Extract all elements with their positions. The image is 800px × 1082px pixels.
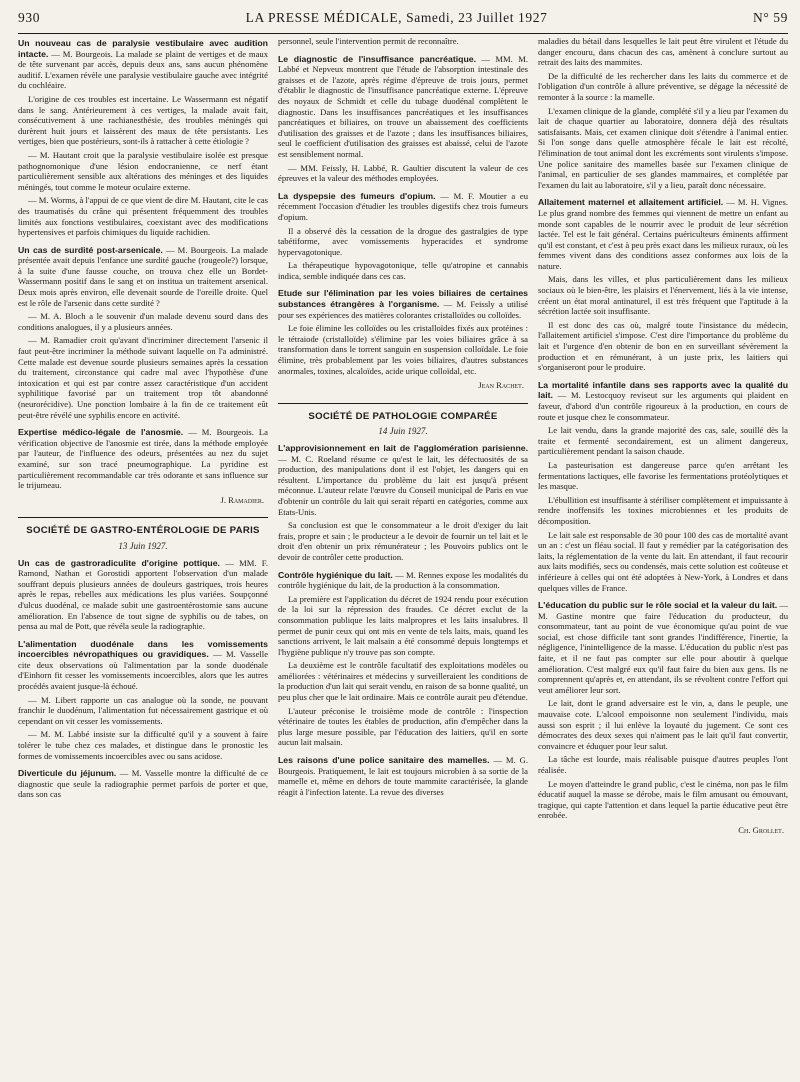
column-3 [538,36,788,1076]
paragraph: Le lait sale est responsable de 30 pour 100 des cas de mortalité avant un an : c'est un fléau social. Il faut y remédier par la catégorisation des laits, la réglementation de la vente du lait. En attendant, il faut recourir aux laits modifiés, secs ou condensés, mais cette solution est coûteuse et inférieure à celles qui ont été adoptées à New-York, à Londres et dans quelques villes de France. [538,529,788,593]
paragraph: Le lait, dont le grand adversaire est le vin, a, dans le peuple, une mauvaise cote. L'alcool empoisonne non seulement l'individu, mais aussi son esprit ; il lui enlève la loyauté du jugement. Ce sont ces démocrates des deux sexes qui n'aiment pas le lait qu'il faut convertir, convaincre et éduquer pour leur salut. [538,698,788,751]
article-heading: Le diagnostic de l'insuffisance pancréatique. [278,53,476,64]
paragraph: Mais, dans les villes, et plus particulièrement dans les milieux sociaux où le bien-être, les plaisirs et l'énervement, liés à la vie intense, créent un état moral antinaturel, il est très fréquent que l'aptitude à la sécrétion lactée soit insuffisante. [538,274,788,317]
article-deafness [18,245,268,421]
article-opium [278,191,528,282]
article-public-education [538,600,788,821]
paragraph: — M. A. Bloch a le souvenir d'un malade devenu sourd dans des conditions analogues, il y a plusieurs années. [18,311,268,332]
article-milk-hygiene [278,570,528,749]
paragraph: Sa conclusion est que le consommateur a le droit d'exiger du lait frais, propre et sain ; le producteur a le devoir de fournir un tel lait et le droit d'en obtenir un prix rémunérateur ; les Pouvoirs publics ont le devoir de contrôler cette production. [278,520,528,562]
paragraph: — M. Libert rapporte un cas analogue où la sonde, ne pouvant franchir le duodénum, l'alimentation fut nécessairement gastrique et où cependant on vit cesser les vomissements. [18,694,268,726]
paragraph: — M. Bourgeois. La malade se plaint de vertiges et de maux de tête survenant par accès, depuis deux ans, sans aucun phénomène auditif. L'examen révèle une paralysie vestibulaire gauche avec intégrité du cochléaire. [18,48,268,91]
issue-number: N° 59 [752,10,788,25]
session-date: 13 Juin 1927. [118,540,168,551]
paragraph: L'auteur préconise le troisième mode de contrôle : l'inspection vétérinaire de toutes les étables de production, afin d'empêcher dans la plus large mesure possible, par l'éducation des laitiers, qu'il en sorte aucun lait malsain. [278,705,528,748]
society-heading: SOCIÉTÉ DE GASTRO-ENTÉROLOGIE DE PARIS [18,517,268,537]
paragraph: — M. F. Moutier a eu récemment l'occasion d'étudier les troubles digestifs chez trois fumeurs d'opium. [278,190,528,222]
paragraph: — M. Vasselle cite deux observations où l'alimentation par la sonde duodénale d'Einhorn fit cesser les vomissements incoercibles, alors que les autres procédés avaient jusque-là échoué. [18,649,268,692]
article-gastroradiculitis [18,558,268,632]
paragraph: — M. Hautant croit que la paralysie vestibulaire isolée est presque pathognomonique d'une lésion endocranienne, ce nerf étant particulièrement sensible aux altérations des méninges et des liquides méningés, tout comme le moteur oculaire externe. [18,149,268,192]
paragraph: — M. Bourgeois. La vérification objective de l'anosmie est tirée, dans la méthode employée par l'auteur, de l'influence des odeurs, présentées au nez du sujet examiné, sur son tracé pneumographique. La pyridine est particulièrement recommandable car très odorante et sans influence sur le trijumeau. [18,427,268,491]
paragraph: personnel, seule l'intervention permit de reconnaître. [278,36,459,46]
paragraph: — M. Lestocquoy reviseut sur les arguments qui plaident en faveur, d'abord d'un contrôle rigoureux à la production, en cours de route et jusque chez le consommateur. [538,390,788,422]
signature: J. Ramadier. [220,494,264,505]
paragraph: — MM. Feissly, H. Labbé, R. Gaultier discutent la valeur de ces épreuves et la valeur des méthodes employées. [278,162,528,184]
signature: Jean Rachet. [478,380,524,391]
article-vestibular [18,38,268,238]
article-heading: Contrôle hygiénique du lait. [278,569,393,580]
paragraph: La thérapeutique hypovagotonique, telle qu'atropine et cannabis indica, semble indiquée dans ces cas. [278,260,528,281]
paragraph: La première est l'application du décret de 1924 rendu pour exécution de la loi sur la répression des fraudes. Ce décret exclut de la consommation publique les laits malpropres et les laits insalubres. Il permet de punir ceux qui ont mis en vente de tels laits, mais, quand les sanctions arrivent, le lait malsain a été consommé depuis longtemps et l'hygiène publique n'y trouve pas son compte. [278,593,528,657]
article-jejunum [18,768,268,800]
column-1 [18,36,268,1076]
paragraph: — MM. M. Labbé et Nepveux montrent que l'étude de l'absorption intestinale des graisses et de l'azote, après régime d'épreuve de trois jours, permet d'établir le diagnostic de l'insuffisance pancréatique externe. L'épreuve des noyaux de Schmidt et celle du tubage duodénal complètent le diagnostic. Dans les insuffisances pancréatiques et les insuffisances pancréatiques et biliaires, on trouve un abaissement des coefficients d'utilisation des graisses et de l'azote ; dans les insuffisances biliaires, seul le coefficient d'utilisation des graisses est abaissé, celui de l'azote est sensiblement normal. [278,53,528,159]
article-heading: Allaitement maternel et allaitement artificiel. [538,197,724,208]
journal-title: LA PRESSE MÉDICALE, Samedi, 23 Juillet 1927 [245,10,548,25]
paragraph: Il est donc des cas où, malgré toute l'insistance du médecin, l'allaitement artificiel s'impose. C'est dire l'importance du problème du lait et l'urgence d'en obtenir de bon en en surveillant sévèrement la production et en rémunérant, à un juste prix, les laitiers qui s'organiseront pour le produire. [538,319,788,373]
article-duodenal-feeding [18,639,268,762]
article-heading: L'éducation du public sur le rôle social et la valeur du lait. [538,600,778,611]
paragraph: — M. C. Roeland résume ce qu'est le lait, les défectuosités de sa production, des manipulations dont il est l'objet, les dangers qui en résultent. L'importance du problème du lait est jusqu'à présent méconnue. L'auteur relate l'œuvre du Conseil municipal de Paris en vue d'obtenir un contrôle du lait qui serait réparti en catégories, comme aux Etats-Unis. [278,453,528,517]
paragraph: — M. M. Labbé insiste sur la difficulté qu'il y a souvent à faire tolérer le tube chez ces malades, et distingue dans le pronostic les formes de vomissements incoercibles avec ou sans acidose. [18,729,268,761]
paragraph: L'origine de ces troubles est incertaine. Le Wassermann est négatif dans le sang. Antérieurement à ces vertiges, la malade avait fait, consécutivement à une rachianesthésie, des troubles méningés qui durèrent huit jours et laissèrent des maux de tête persistants. Les vertiges, bien que postérieurs, sont-ils à rattacher à cette étiologie ? [18,93,268,147]
paragraph: La deuxième est le contrôle facultatif des exploitations modèles ou améliorées : vétérinaires et médecins y surveilleraient les conditions de la production d'un lait qui serait vendu, en raison de sa bonne qualité, un peu plus cher que le lait ordinaire. Mais ce contrôle aurait peu d'étendue. [278,660,528,703]
article-heading: La mortalité infantile dans ses rapports avec la qualité du lait. [538,379,788,401]
columns [18,36,788,1076]
paragraph: L'examen clinique de la glande, complété s'il y a lieu par l'examen du lait de chaque quartier au laboratoire, donnera déjà des résultats satisfaisants. Mais, cet examen clinique doit s'étendre à l'animal entier. Si l'on songe dans quelle atmosphère fécale le lait est récolté, l'élimination de tout animal dont les excréments sont virulents s'impose. Une police sanitaire des mamelles basée sur l'examen clinique de l'animal, en particulier de ses glandes mammaires, et complétée par l'examen du lait au laboratoire, s'il y a lieu, paraît donc nécessaire. [538,105,788,190]
article-anosmia [18,427,268,491]
article-heading: L'alimentation duodénale dans les vomissements incoercibles névropathiques ou gravidiques. [18,638,268,660]
article-udder-police [278,755,528,797]
article-heading: Un nouveau cas de paralysie vestibulaire avec audition intacte. [18,38,268,59]
article-heading: Les raisons d'une police sanitaire des mamelles. [278,755,490,766]
paragraph: — M. Worms, à l'appui de ce que vient de dire M. Hautant, cite le cas des traumatisés du crâne qui présentent fréquemment des troubles limités aux fonctions vestibulaires, coexistant avec des modifications hypertensives et parfois chimiques du liquide rachidien. [18,195,268,238]
session-date: 14 Juin 1927. [378,426,428,437]
paragraph: L'ébullition est insuffisante à stériliser complètement et impuissante à rendre inoffensifs les toxines microbiennes et les produits de décomposition. [538,494,788,526]
paragraph: — M. Gastine montre que faire l'éducation du producteur, du consommateur, tant au point de vue économique qu'au point de vue social, est chose difficile tant sont grandes l'indifférence, l'inertie, la négligence, l'inintelligence de la masse. L'éducation du public n'est pas faite, et il ne faut pas compter sur elle pour aboutir à quelque amélioration. C'est malgré eux qu'il faut faire du bien aux gens. Ils ne comprennent qu'après et, en attendant, ils se révoltent contre l'effort qui veut améliorer leur sort. [538,600,788,695]
paragraph: Le foie élimine les colloïdes ou les cristalloïdes fixés aux protéines : le tétraiode (cristalloïde) s'élimine par les voies biliaires grâce à sa transformation dans le torrent sanguin en suspension colloïdale. Le foie élimine, très probablement par les voies biliaires, d'autres substances anormales, toxines, alcaloïdes, acide urique colloïdal, etc. [278,323,528,376]
paragraph: — M. H. Vignes. Le plus grand nombre des femmes qui viennent de mettre un enfant au monde sont capables de le nourrir avec le produit de leur sécrétion lactée. Tel est le fait général. Certains puériculteurs éminents affirment qu'il est constant, et c'est à peu près exact dans les milieux ruraux, où les femmes vivent dans des conditions assez conformes aux lois de la nature. [538,197,788,271]
paragraph: — M. G. Bourgeois. Pratiquement, le lait est toujours microbien à sa sortie de la mamelle et, même en dehors de toute mammite caractérisée, la glande réagit à l'infection latente. La revue des diverses [278,755,528,797]
article-pancreatic [278,54,528,184]
paragraph: Le lait vendu, dans la grande majorité des cas, sale, souillé dès la traite et fermenté secondairement, est un aliment dangereux, particulièrement pendant la saison chaude. [538,425,788,457]
article-heading: Etude sur l'élimination par les voies biliaires de certaines substances étrangères à l'organisme. [278,288,528,310]
signature: Ch. Grollet. [738,824,784,835]
article-heading: L'approvisionnement en lait de l'agglomération parisienne. [278,443,528,453]
article-milk-supply [278,443,528,563]
paragraph: maladies du bétail dans lesquelles le lait peut être virulent et l'étude du danger encouru, dans chacun des cas, amènent à conclure surtout au retrait des laits des mammites. [538,36,788,68]
article-heading: Un cas de surdité post-arsenicale. [18,244,163,255]
paragraph: — M. Bourgeois. La malade présentée avait depuis l'enfance une surdité gauche (rougeole?) lorsque, à la suite d'une fausse couche, on trouva chez elle un Bordet-Wassermann positif dans le sang et on institua un traitement arsenical. Deux mois après environ, elle devenait sourde de l'oreille droite. Quel est le rôle de l'arsenic dans cette surdité ? [18,244,268,308]
article-breastfeeding [538,197,788,373]
paragraph: Le moyen d'atteindre le grand public, c'est le cinéma, non pas le film éducatif auquel la masse se dérobe, mais le film amusant ou émouvant, tragique, qui capte l'attention et dans lequel la partie éducative peut être enrobée. [538,778,788,821]
article-heading: Expertise médico-légale de l'anosmie. [18,427,184,438]
column-2 [278,36,528,1076]
paragraph: — MM. F. Ramond, Nathan et Gorostidi apportent l'observation d'un malade souffrant depuis plusieurs années de douleurs gastriques, trois heures après le repas, rebelles aux médications les plus variées. Soupçonné d'ulcus duodénal, ce malade subit une gastroentérostomie sans aucune amélioration. En l'absence de tout signe de syphilis ou de tabes, on pensa au mal de Pott, que révéla seule la radiographie. [18,557,268,632]
paragraph: — M. Ramadier croit qu'avant d'incriminer directement l'arsenic il faut peut-être incriminer la méthode suivant laquelle on l'a administré. Cette malade est devenue sourde plusieurs semaines après la cessation du traitement, circonstance qui cadre mal avec l'hypothèse d'une intoxication et qui est par contre assez caractéristique d'un accident syphilitique favorisé par un traitement trop tôt abandonné (neurorécidive). Une ponction lombaire à la fin de ce traitement eût peut-être révélé une syphilis encore en activité. [18,335,268,420]
paragraph: — M. Feissly a utilisé pour ses expériences des matières colorantes cristalloïdes ou colloïdes. [278,299,528,320]
paragraph: La tâche est lourde, mais réalisable puisque d'autres peuples l'ont réalisée. [538,754,788,775]
paragraph: — M. Rennes expose les modalités du contrôle hygiénique du lait, de la production à la consommation. [278,569,528,591]
paragraph: Il a observé dès la cessation de la drogue des gastralgies de type tabétiforme, avec vomissements hyperacides et syndrome hypervagotonique. [278,225,528,257]
page-number: 930 [18,10,41,25]
page-header [18,0,788,34]
article-heading: Diverticule du jéjunum. [18,768,117,779]
article-biliary-elimination [278,288,528,376]
article-heading: La dyspepsie des fumeurs d'opium. [278,190,436,201]
paragraph: La pasteurisation est dangereuse parce qu'en arrêtant les fermentations lactiques, elle favorise les fermentations protéolytiques et les masque. [538,459,788,492]
paragraph: De la difficulté de les rechercher dans les laits du commerce et de l'obligation d'un contrôle à allure préventive, se dégage la nécessité de remonter à la source : la mamelle. [538,70,788,102]
paragraph: — M. Vasselle montre la difficulté de ce diagnostic que seule la radiographie permet parfois de porter et que, dans son cas [18,768,268,800]
article-heading: Un cas de gastroradiculite d'origine pottique. [18,557,220,568]
society-heading: SOCIÉTÉ DE PATHOLOGIE COMPARÉE [278,403,528,423]
article-infant-mortality [538,380,788,593]
